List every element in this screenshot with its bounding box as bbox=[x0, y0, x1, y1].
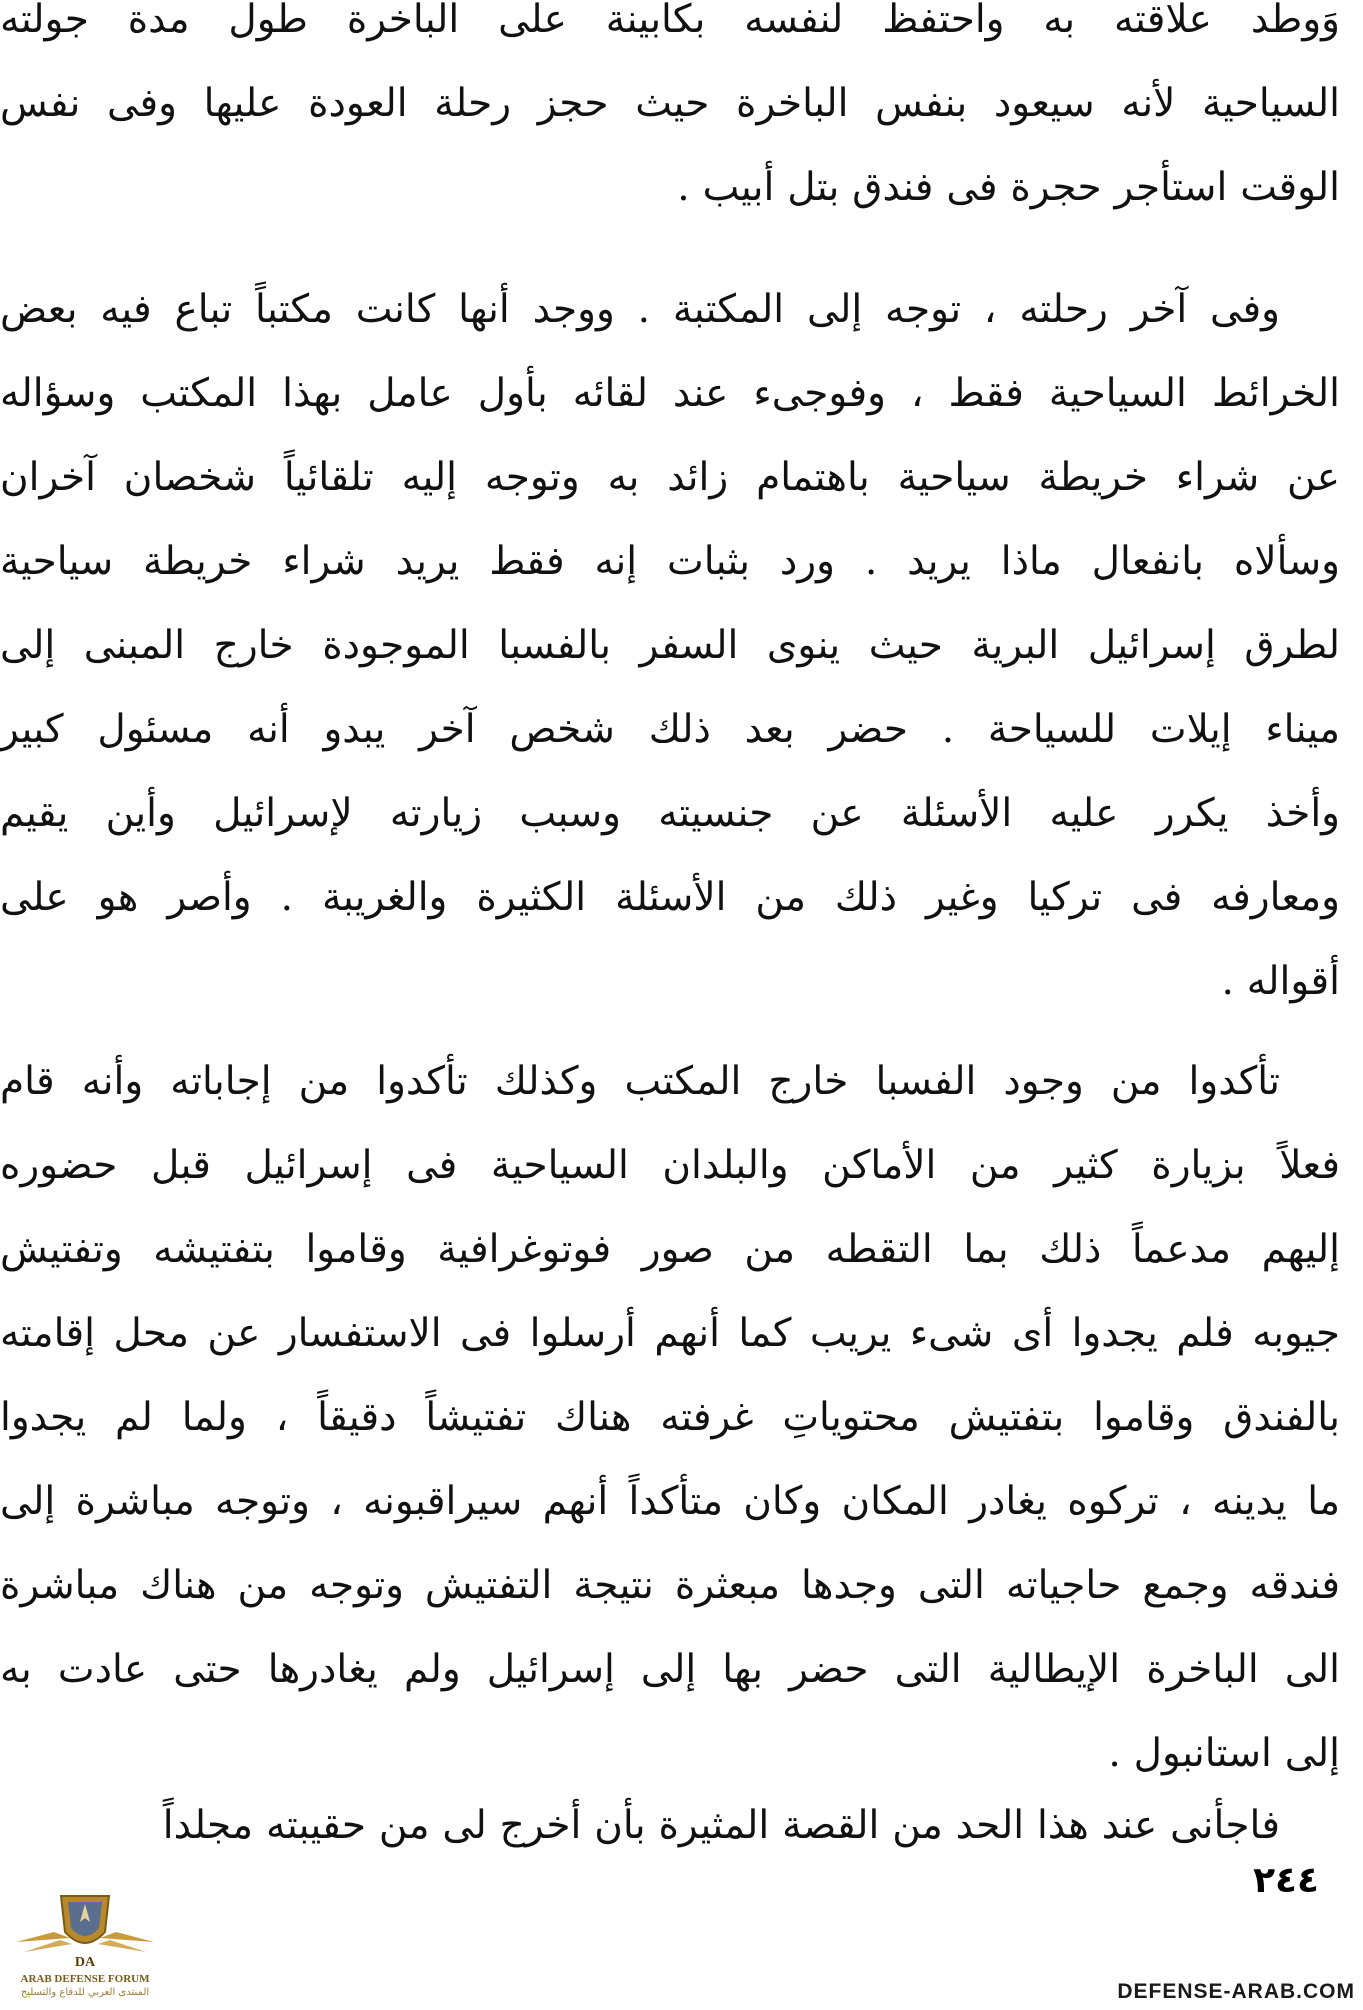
text-line: الى الباخرة الإيطالية التى حضر بها إلى إسرائيل ولم يغادرها حتى عادت به bbox=[0, 1647, 1340, 1692]
text-line: أقواله . bbox=[1221, 959, 1340, 1004]
shield-wings-icon bbox=[10, 1888, 160, 1972]
text-line: السياحية لأنه سيعود بنفس الباخرة حيث حجز رحلة العودة عليها وفى نفس bbox=[0, 81, 1340, 126]
text-line: وأخذ يكرر عليه الأسئلة عن جنسيته وسبب زيارته لإسرائيل وأين يقيم bbox=[0, 791, 1340, 836]
text-line: تأكدوا من وجود الفسبا خارج المكتب وكذلك تأكدوا من إجاباته وأنه قام bbox=[0, 1059, 1280, 1104]
text-line: وفى آخر رحلته ، توجه إلى المكتبة . ووجد أنها كانت مكتباً تباع فيه بعض bbox=[0, 287, 1280, 332]
text-line: الوقت استأجر حجرة فى فندق بتل أبيب . bbox=[677, 165, 1340, 210]
forum-logo bbox=[10, 1888, 160, 2010]
site-watermark: DEFENSE-ARAB.COM bbox=[1117, 1980, 1355, 2003]
logo-initials: DA bbox=[74, 1955, 96, 1970]
text-line: إلى استانبول . bbox=[1108, 1731, 1340, 1776]
page-number: ٢٤٤ bbox=[1253, 1860, 1319, 1901]
paragraph-4 bbox=[0, 1784, 1340, 1868]
paragraph-2 bbox=[0, 268, 1340, 1024]
text-line: فعلاً بزيارة كثير من الأماكن والبلدان السياحية فى إسرائيل قبل حضوره bbox=[0, 1143, 1340, 1188]
paragraph-1 bbox=[0, 0, 1340, 230]
text-line: إليهم مدعماً ذلك بما التقطه من صور فوتوغرافية وقاموا بتفتيشه وتفتيش bbox=[0, 1227, 1340, 1272]
text-line: لطرق إسرائيل البرية حيث ينوى السفر بالفسبا الموجودة خارج المبنى إلى bbox=[0, 623, 1340, 668]
text-line: عن شراء خريطة سياحية باهتمام زائد به وتوجه إليه تلقائياً شخصان آخران bbox=[0, 455, 1340, 500]
text-line: الخرائط السياحية فقط ، وفوجىء عند لقائه بأول عامل بهذا المكتب وسؤاله bbox=[0, 371, 1340, 416]
text-line: وَوطد علاقته به واحتفظ لنفسه بكابينة على الباخرة طول مدة جولته bbox=[0, 0, 1340, 42]
logo-text-ar: المنتدى العربي للدفاع والتسليح bbox=[20, 1987, 150, 1998]
text-line: ومعارفه فى تركيا وغير ذلك من الأسئلة الكثيرة والغريبة . وأصر هو على bbox=[0, 875, 1340, 920]
text-line: جيوبه فلم يجدوا أى شىء يريب كما أنهم أرسلوا فى الاستفسار عن محل إقامته bbox=[0, 1311, 1340, 1356]
text-line: بالفندق وقاموا بتفتيش محتوياتِ غرفته هناك تفتيشاً دقيقاً ، ولما لم يجدوا bbox=[0, 1395, 1340, 1440]
paragraph-3 bbox=[0, 1040, 1340, 1796]
text-line: فندقه وجمع حاجياته التى وجدها مبعثرة نتيجة التفتيش وتوجه من هناك مباشرة bbox=[0, 1563, 1340, 1608]
text-line: فاجأنى عند هذا الحد من القصة المثيرة بأن أخرج لى من حقيبته مجلداً bbox=[162, 1803, 1280, 1848]
text-line: ما يدينه ، تركوه يغادر المكان وكان متأكداً أنهم سيراقبونه ، وتوجه مباشرة إلى bbox=[0, 1479, 1340, 1524]
text-line: ميناء إيلات للسياحة . حضر بعد ذلك شخص آخر يبدو أنه مسئول كبير bbox=[0, 707, 1340, 752]
logo-text-en: ARAB DEFENSE FORUM bbox=[20, 1973, 150, 1985]
text-line: وسألاه بانفعال ماذا يريد . ورد بثبات إنه فقط يريد شراء خريطة سياحية bbox=[0, 539, 1340, 584]
